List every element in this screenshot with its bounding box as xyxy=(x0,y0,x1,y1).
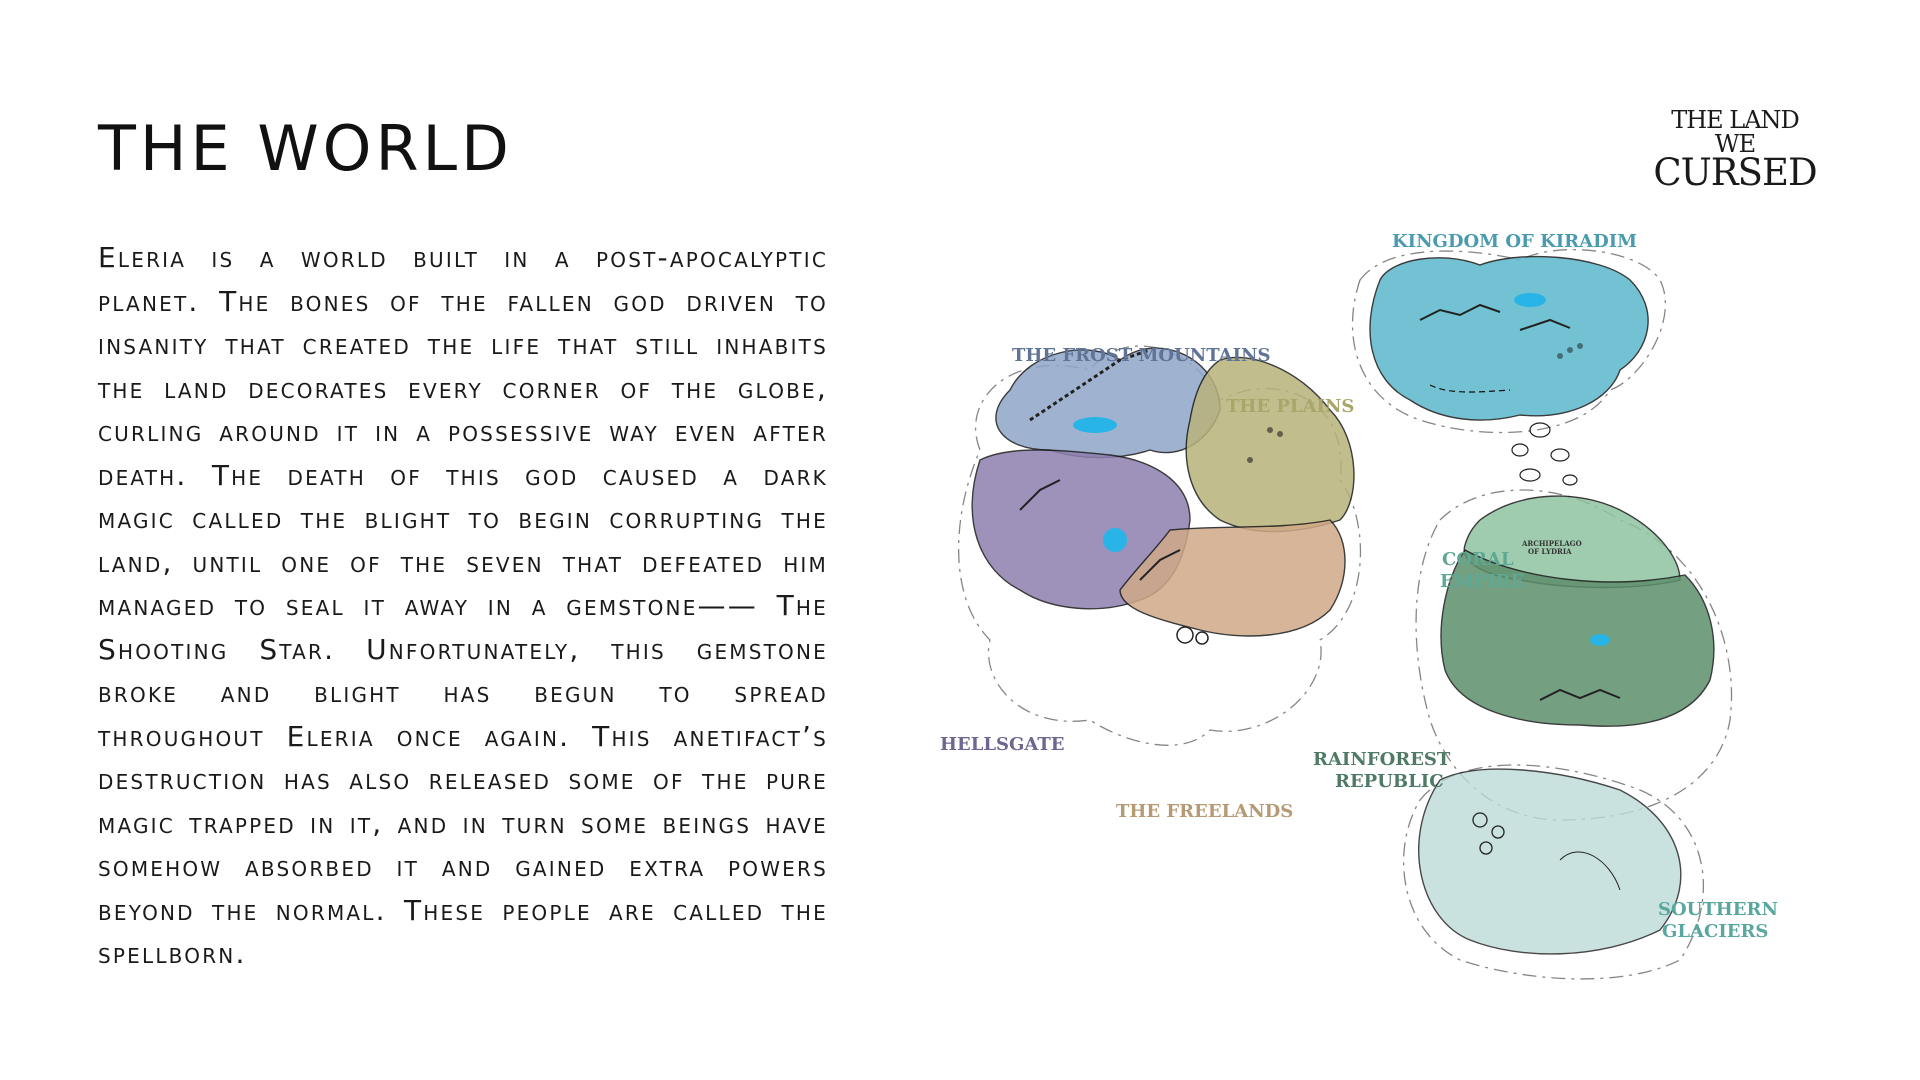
region-the-plains xyxy=(1186,357,1354,531)
label-kingdom-of-kiradim: KINGDOM OF KIRADIM xyxy=(1392,231,1638,252)
label-coral-line-1: CORAL xyxy=(1442,549,1514,570)
label-southern-line-1: SOUTHERN xyxy=(1658,899,1778,920)
label-frost-mountains: THE FROST MOUNTAINS xyxy=(1012,345,1271,366)
logo-line-1: THE LAND WE xyxy=(1671,106,1799,158)
label-archipelago-line-1: ARCHIPELAGO xyxy=(1522,539,1582,548)
label-hellsgate: HELLSGATE xyxy=(940,734,1065,755)
region-southern-glaciers xyxy=(1419,769,1681,954)
label-rainforest-line-1: RAINFOREST xyxy=(1313,749,1451,770)
label-rainforest-line-2: REPUBLIC xyxy=(1335,771,1444,792)
world-map-svg xyxy=(920,220,1800,980)
world-map xyxy=(920,220,1800,980)
label-the-freelands: THE FREELANDS xyxy=(1116,801,1294,822)
logo-line-2: CURSED xyxy=(1653,151,1817,194)
label-the-plains: THE PLAINS xyxy=(1226,396,1355,417)
brand-logo xyxy=(1650,106,1820,194)
label-coral-line-2: EMPIRE xyxy=(1440,571,1525,592)
world-description: Eleria is a world built in a post-apocalyptic planet. The bones of the fallen god driven to insanity that created the life that still inhabits the land decorates every corner of the globe, curling around it in a possessive way even after death. The death of this god caused a dark magic called the blight to begin corrupting the land, until one of the seven that defeated him managed to seal it away in a gemstone—— The Shooting Star. Unfortunately, this gemstone broke and blight has begun to spread throughout Eleria once again. This anetifact’s destruction has also released some of the pure magic trapped in it, and in turn some beings have somehow absorbed it and gained extra powers beyond the normal. These people are called the spellborn. xyxy=(98,241,828,970)
label-southern-line-2: GLACIERS xyxy=(1662,921,1769,942)
page-title: THE WORLD xyxy=(98,112,513,185)
label-archipelago-line-2: OF LYDRIA xyxy=(1528,547,1572,556)
